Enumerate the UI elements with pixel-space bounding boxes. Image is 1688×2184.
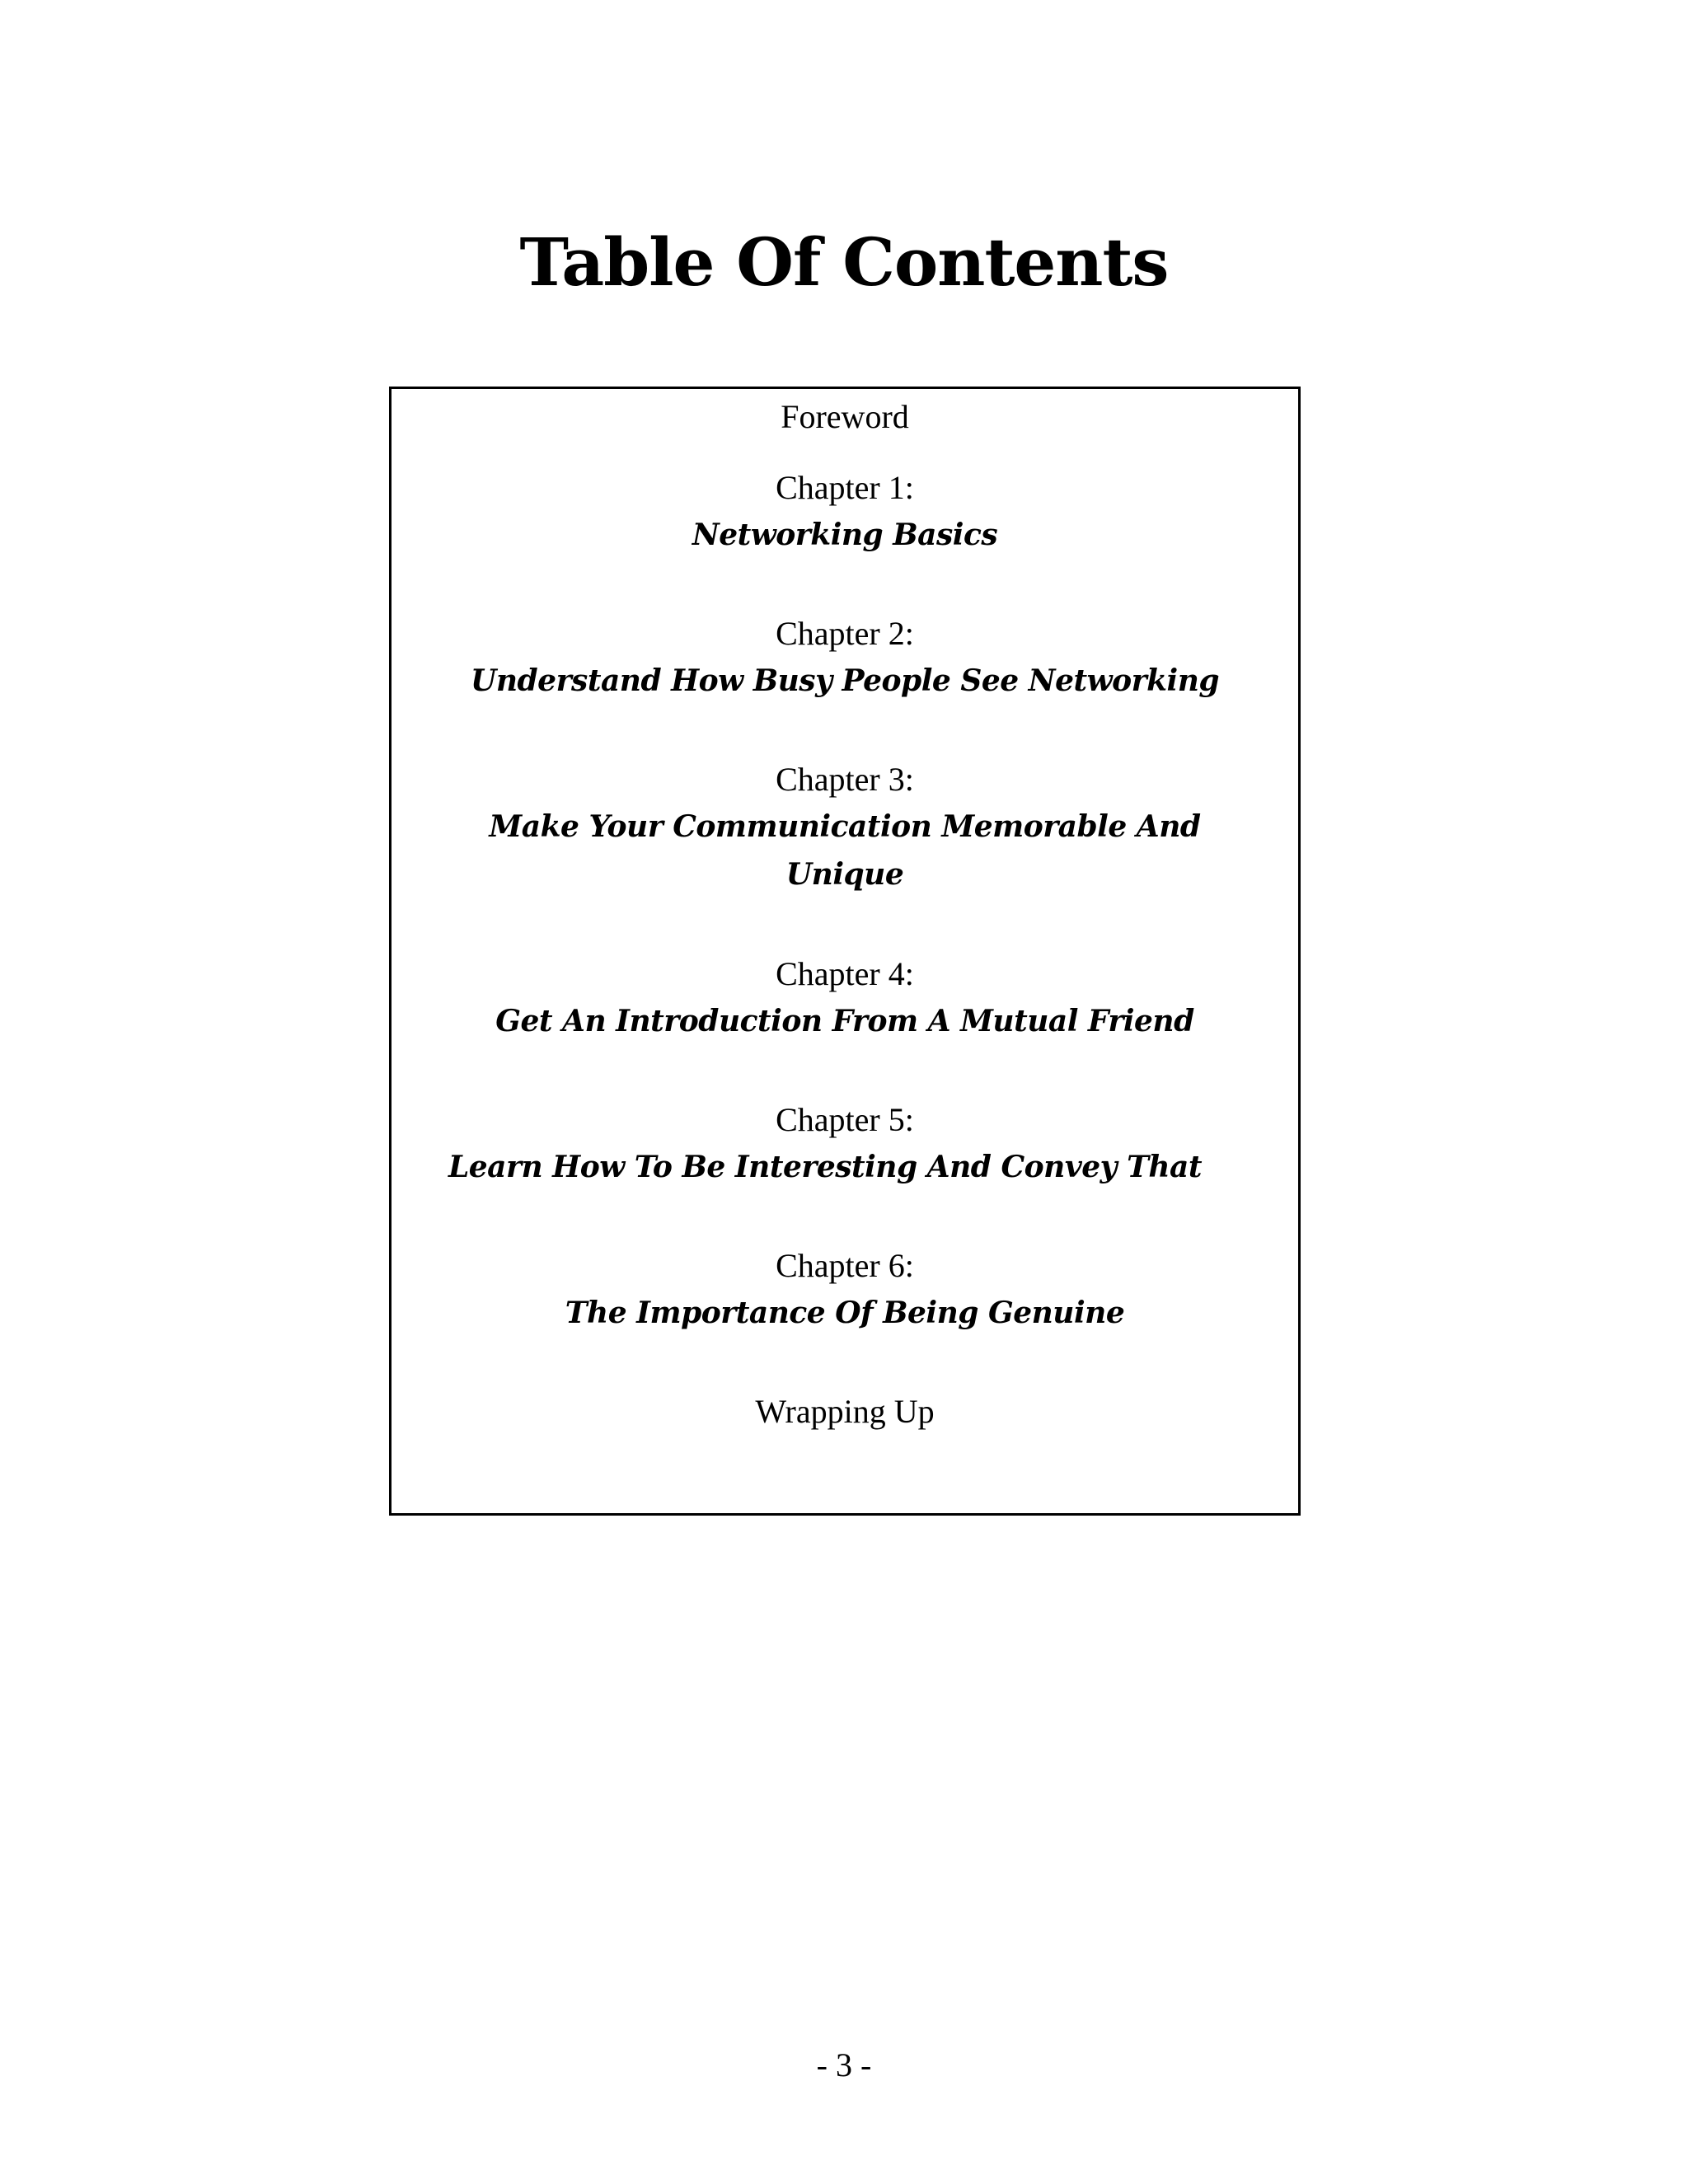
- toc-chapter-6-label[interactable]: Chapter 6:: [776, 1247, 914, 1284]
- toc-chapter-2-label[interactable]: Chapter 2:: [776, 615, 914, 652]
- toc-chapter-2-title[interactable]: Understand How Busy People See Networking: [470, 663, 1220, 698]
- toc-chapter-4-label[interactable]: Chapter 4:: [776, 955, 914, 992]
- toc-chapter-3-title[interactable]: Make Your Communication Memorable And Unique: [489, 809, 1201, 892]
- toc-chapter-1-title[interactable]: Networking Basics: [692, 518, 998, 552]
- toc-chapter-6-title[interactable]: The Importance Of Being Genuine: [565, 1296, 1125, 1330]
- page-number: - 3 -: [816, 2046, 872, 2083]
- page-title: Table Of Contents: [519, 223, 1169, 301]
- toc-chapter-5-title[interactable]: Learn How To Be Interesting And Convey That: [448, 1150, 1203, 1184]
- toc-chapter-5-label[interactable]: Chapter 5:: [776, 1101, 914, 1138]
- table-of-contents-box: [389, 387, 1301, 1516]
- toc-chapter-1-label[interactable]: Chapter 1:: [776, 469, 914, 506]
- toc-chapter-4-title[interactable]: Get An Introduction From A Mutual Friend: [495, 1004, 1194, 1038]
- toc-chapter-3-label[interactable]: Chapter 3:: [776, 761, 914, 798]
- toc-wrapping-up[interactable]: Wrapping Up: [755, 1393, 935, 1430]
- toc-foreword[interactable]: Foreword: [781, 398, 909, 435]
